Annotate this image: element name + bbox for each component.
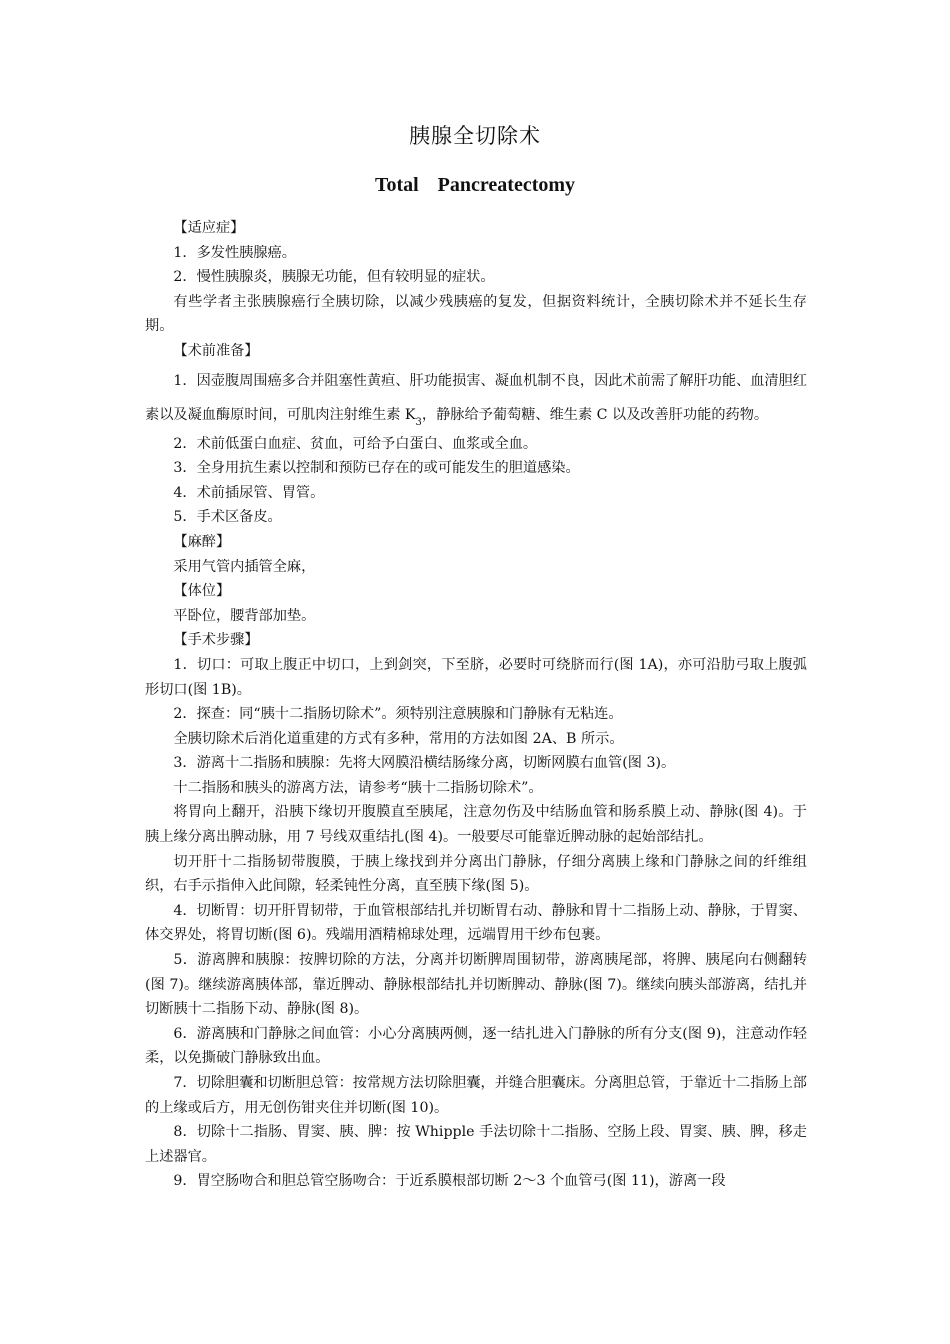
- document-body: [145, 216, 807, 1194]
- paragraph: 1．多发性胰腺癌。: [173, 244, 296, 261]
- section-heading-position: 【体位】: [173, 583, 231, 600]
- document-title-chinese: 胰腺全切除术: [409, 124, 541, 148]
- text-run: ，静脉给予葡萄糖、维生素 C 以及改善肝功能的药物。: [421, 406, 769, 423]
- paragraph: 4．术前插尿管、胃管。: [173, 484, 325, 501]
- subscript: 3: [415, 416, 422, 428]
- paragraph: 全胰切除术后消化道重建的方式有多种，常用的方法如图 2A、B 所示。: [173, 730, 624, 747]
- paragraph: 1．切口：可取上腹正中切口，上到剑突，下至脐，必要时可绕脐而行(图 1A)，亦可沿肋弓取上腹弧形切口(图 1B)。: [145, 656, 807, 698]
- paragraph: 3．游离十二指肠和胰腺：先将大网膜沿横结肠缘分离，切断网膜右血管(图 3)。: [173, 755, 676, 772]
- paragraph: 3．全身用抗生素以控制和预防已存在的或可能发生的胆道感染。: [173, 460, 580, 477]
- paragraph: 采用气管内插管全麻，: [173, 558, 316, 575]
- text-run: 1．因壶腹周围癌多合并阻塞性黄疸、肝功能损害、凝血机制不良，因此术前需了解肝功能、血清胆红素以及凝血酶原时间，可肌肉注射维生素 K: [145, 372, 807, 423]
- paragraph-preop-item-1: [145, 364, 807, 432]
- document-title-english: Total Pancreatectomy: [374, 174, 576, 196]
- paragraph: 将胃向上翻开，沿胰下缘切开腹膜直至胰尾，注意勿伤及中结肠血管和肠系膜上动、静脉(图 4)。于胰上缘分离出脾动脉，用 7 号线双重结扎(图 4)。一般要尽可能靠近脾动脉的起始部结扎。: [145, 804, 807, 846]
- paragraph: 2．术前低蛋白血症、贫血，可给予白蛋白、血浆或全血。: [173, 435, 538, 452]
- paragraph: 5．游离脾和胰腺：按脾切除的方法，分离并切断脾周围韧带，游离胰尾部，将脾、胰尾向右侧翻转(图 7)。继续游离胰体部，靠近脾动、静脉根部结扎并切断脾动、静脉(图 7)。继续向胰头部游离，结扎并切断胰十二指肠下动、静脉(图 8)。: [145, 952, 807, 1018]
- section-heading-indications: 【适应症】: [173, 220, 245, 236]
- paragraph: 5．手术区备皮。: [173, 509, 282, 526]
- section-heading-anesthesia: 【麻醉】: [173, 533, 231, 550]
- paragraph: 2．慢性胰腺炎，胰腺无功能，但有较明显的症状。: [173, 269, 495, 286]
- paragraph: 2．探查：同“胰十二指肠切除术”。须特别注意胰腺和门静脉有无粘连。: [173, 706, 623, 723]
- paragraph: 8．切除十二指肠、胃窦、胰、脾：按 Whipple 手法切除十二指肠、空肠上段、胃窦、胰、脾，移走上述器官。: [145, 1124, 807, 1165]
- paragraph: 切开肝十二指肠韧带腹膜，于胰上缘找到并分离出门静脉，仔细分离胰上缘和门静脉之间的纤维组织，右手示指伸入此间隙，轻柔钝性分离，直至胰下缘(图 5)。: [145, 853, 807, 895]
- paragraph: 9．胃空肠吻合和胆总管空肠吻合：于近系膜根部切断 2～3 个血管弓(图 11)，游离一段: [173, 1173, 726, 1190]
- paragraph: 平卧位，腰背部加垫。: [173, 607, 316, 624]
- section-heading-preop: 【术前准备】: [173, 342, 259, 359]
- paragraph: 十二指肠和胰头的游离方法，请参考“胰十二指肠切除术”。: [173, 779, 543, 796]
- section-heading-steps: 【手术步骤】: [173, 632, 259, 649]
- paragraph: 7．切除胆囊和切断胆总管：按常规方法切除胆囊，并缝合胆囊床。分离胆总管，于靠近十二指肠上部的上缘或后方，用无创伤钳夹住并切断(图 10)。: [145, 1075, 807, 1116]
- paragraph: 4．切断胃：切开肝胃韧带，于血管根部结扎并切断胃右动、静脉和胃十二指肠上动、静脉，于胃窦、体交界处，将胃切断(图 6)。残端用酒精棉球处理，远端胃用干纱布包裹。: [145, 902, 807, 944]
- paragraph: 6．游离胰和门静脉之间血管：小心分离胰两侧，逐一结扎进入门静脉的所有分支(图 9)，注意动作轻柔，以免撕破门静脉致出血。: [145, 1025, 807, 1067]
- paragraph: 有些学者主张胰腺癌行全胰切除，以减少残胰癌的复发，但据资料统计，全胰切除术并不延长生存期。: [145, 293, 807, 335]
